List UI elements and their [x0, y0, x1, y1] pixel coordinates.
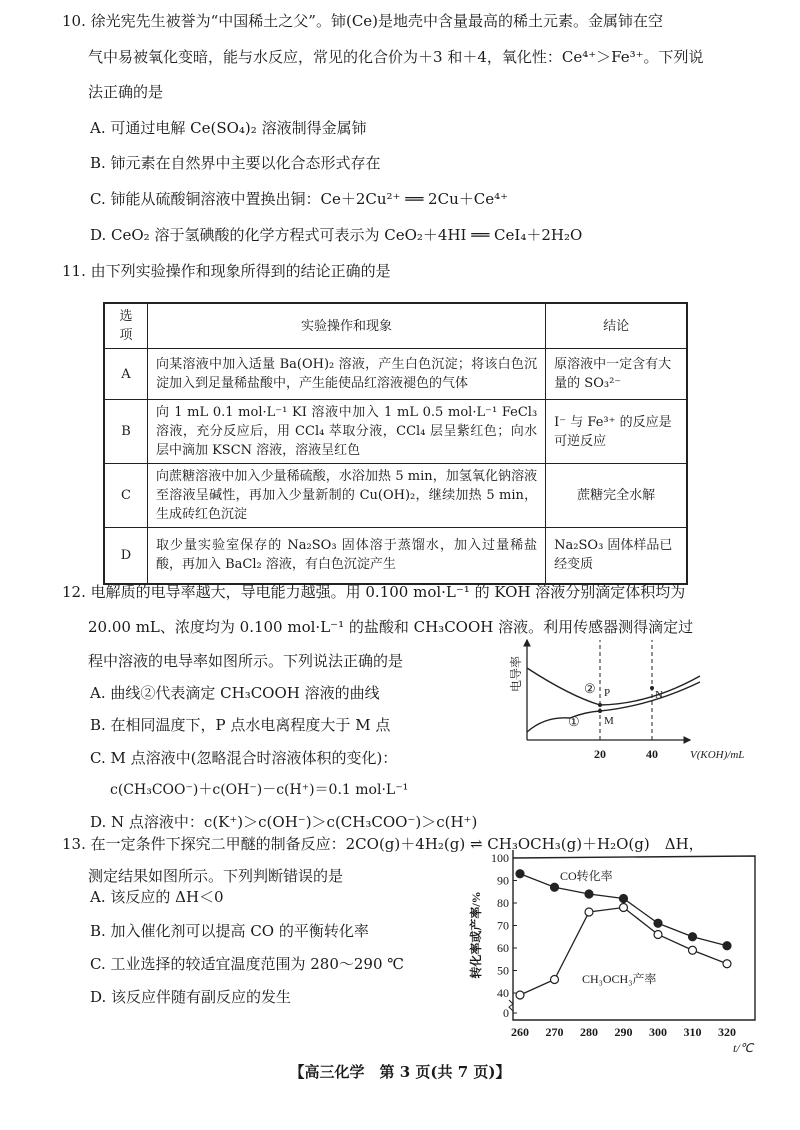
data-point: [689, 933, 697, 941]
row-operation: 向某溶液中加入适量 Ba(OH)₂ 溶液，产生白色沉淀；将该白色沉淀加入到足量稀盐酸中，产生能使品红溶液褪色的气体: [147, 349, 545, 400]
row-operation: 向蔗糖溶液中加入少量稀硫酸，水浴加热 5 min，加氢氧化钠溶液至溶液呈碱性，再加入少量新制的 Cu(OH)₂，继续加热 5 min，生成砖红色沉淀: [147, 464, 545, 528]
data-point: [620, 895, 628, 903]
y-axis-label: 转化率或产率/%: [469, 891, 483, 979]
y-tick-label: 40: [497, 986, 509, 1000]
row-conclusion: 蔗糖完全水解: [546, 464, 687, 528]
q10-option-d: D. CeO₂ 溶于氢碘酸的化学方程式可表示为 CeO₂＋4HI ══ CeI₄＋2H₂O: [90, 226, 583, 244]
row-key: D: [104, 528, 147, 584]
q13-stem-line2: 测定结果如图所示。下列判断错误的是: [88, 867, 344, 885]
x-tick-label: 310: [683, 1025, 702, 1039]
y-tick-label: 0: [503, 1006, 509, 1020]
row-key: B: [104, 400, 147, 464]
point-m: [598, 709, 602, 713]
data-point: [585, 890, 593, 898]
data-point: [516, 991, 524, 999]
q10-stem-line2: 气中易被氧化变暗，能与水反应，常见的化合价为＋3 和＋4，氧化性：Ce⁴⁺＞Fe³⁺。下列说: [88, 48, 704, 66]
page-footer: 【高三化学 第 3 页(共 7 页)】: [289, 1063, 511, 1081]
q12-stem-line3: 程中溶液的电导率如图所示。下列说法正确的是: [88, 652, 404, 670]
row-conclusion: Na₂SO₃ 固体样品已经变质: [546, 528, 687, 584]
data-point: [689, 946, 697, 954]
y-tick-label: 60: [497, 941, 509, 955]
table-row: [104, 464, 687, 528]
legend-co-conversion: CO转化率: [560, 869, 613, 883]
point-n-label: N: [655, 689, 663, 701]
q12-stem-line1: 12. 电解质的电导率越大，导电能力越强。用 0.100 mol·L⁻¹ 的 KOH 溶液分别滴定体积均为: [62, 583, 686, 601]
table-row: [104, 400, 687, 464]
data-point: [551, 976, 559, 984]
q12-option-c: C. M 点溶液中(忽略混合时溶液体积的变化)：: [90, 749, 398, 767]
q13-option-d: D. 该反应伴随有副反应的发生: [90, 988, 292, 1006]
row-conclusion: 原溶液中一定含有大量的 SO₃²⁻: [546, 349, 687, 400]
q12-option-d: D. N 点溶液中：c(K⁺)＞c(OH⁻)＞c(CH₃COO⁻)＞c(H⁺): [90, 813, 478, 831]
x-tick-label: 260: [511, 1025, 529, 1039]
y-axis-label: 电导率: [509, 655, 523, 693]
q10-option-c: C. 铈能从硫酸铜溶液中置换出铜：Ce＋2Cu²⁺ ══ 2Cu＋Ce⁴⁺: [90, 190, 509, 208]
x-tick-label: 320: [718, 1025, 736, 1039]
data-point: [654, 919, 662, 927]
row-key: C: [104, 464, 147, 528]
x-tick-label: 270: [545, 1025, 564, 1039]
x-tick-40: 40: [646, 747, 658, 761]
x-axis-label: t/℃: [733, 1041, 754, 1055]
q12-option-a: A. 曲线②代表滴定 CH₃COOH 溶液的曲线: [90, 684, 380, 702]
row-operation: 向 1 mL 0.1 mol·L⁻¹ KI 溶液中加入 1 mL 0.5 mol·L⁻¹ FeCl₃ 溶液，充分反应后，用 CCl₄ 萃取分液，CCl₄ 层呈紫红色；向水层中滴加 KSCN 溶液，溶液呈红色: [147, 400, 545, 464]
q10-stem-line3: 法正确的是: [88, 83, 164, 101]
x-tick-label: 300: [649, 1025, 667, 1039]
data-point: [585, 908, 593, 916]
x-tick-label: 290: [614, 1025, 633, 1039]
data-point: [620, 904, 628, 912]
x-tick-20: 20: [594, 747, 606, 761]
x-tick-label: 280: [580, 1025, 598, 1039]
legend-dme-yield: CH₃OCH₃产率: [582, 972, 657, 986]
curve-2-label: ②: [584, 681, 596, 696]
table-header-row: [104, 303, 687, 349]
q13-option-a: A. 该反应的 ΔH＜0: [90, 888, 224, 906]
point-p: [598, 703, 602, 707]
data-point: [723, 942, 731, 950]
header-operation: 实验操作和现象: [147, 303, 545, 349]
q12-stem-line2: 20.00 mL、浓度均为 0.100 mol·L⁻¹ 的盐酸和 CH₃COOH 溶液。利用传感器测得滴定过: [88, 618, 694, 636]
x-axis-label: V(KOH)/mL: [690, 749, 745, 761]
q10-stem-line1: 10. 徐光宪先生被誉为“中国稀土之父”。铈(Ce)是地壳中含量最高的稀土元素。金属铈在空: [62, 12, 664, 30]
q11-table: [103, 302, 688, 585]
table-row: [104, 349, 687, 400]
q13-option-b: B. 加入催化剂可以提高 CO 的平衡转化率: [90, 922, 369, 940]
y-tick-label: 80: [497, 896, 509, 910]
y-tick-label: 50: [497, 963, 509, 978]
y-tick-label: 90: [497, 873, 509, 888]
row-conclusion: I⁻ 与 Fe³⁺ 的反应是可逆反应: [546, 400, 687, 464]
curve-1-label: ①: [568, 714, 580, 729]
q11-stem: 11. 由下列实验操作和现象所得到的结论正确的是: [62, 262, 391, 280]
q12-option-c-formula: c(CH₃COO⁻)＋c(OH⁻)－c(H⁺)＝0.1 mol·L⁻¹: [110, 782, 409, 798]
point-p-label: P: [604, 687, 611, 699]
y-tick-label: 100: [491, 851, 509, 865]
data-point: [516, 870, 524, 878]
header-conclusion: 结论: [546, 303, 687, 349]
q12-option-b: B. 在相同温度下，P 点水电离程度大于 M 点: [90, 716, 391, 734]
plot-frame: [513, 850, 755, 1020]
row-operation: 取少量实验室保存的 Na₂SO₃ 固体溶于蒸馏水，加入过量稀盐酸，再加入 BaCl₂ 溶液，有白色沉淀产生: [147, 528, 545, 584]
q10-option-b: B. 铈元素在自然界中主要以化合态形式存在: [90, 154, 381, 172]
conductivity-chart: [500, 636, 770, 776]
curve-2: [527, 668, 700, 705]
point-n: [650, 686, 654, 690]
data-point: [723, 960, 731, 968]
header-option: 选项: [104, 303, 147, 349]
q13-option-c: C. 工业选择的较适宜温度范围为 280～290 ℃: [90, 955, 405, 973]
data-point: [551, 883, 559, 891]
q13-stem-line1: 13. 在一定条件下探究二甲醚的制备反应：2CO(g)＋4H₂(g) ⇌ CH₃OCH₃(g)＋H₂O(g) ΔH，: [62, 835, 704, 853]
point-m-label: M: [604, 715, 614, 727]
q10-option-a: A. 可通过电解 Ce(SO₄)₂ 溶液制得金属铈: [90, 119, 367, 137]
y-tick-label: 70: [497, 918, 509, 933]
row-key: A: [104, 349, 147, 400]
co-conversion-chart: [469, 850, 760, 1055]
table-row: [104, 528, 687, 584]
data-point: [654, 931, 662, 939]
